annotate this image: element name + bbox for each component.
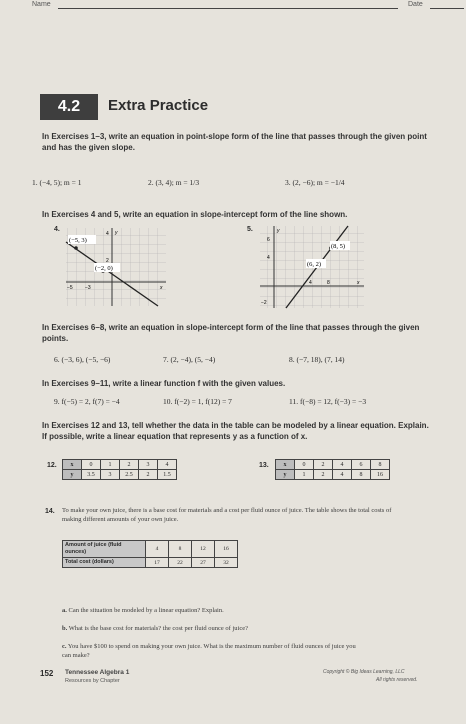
ex5-y-label: y bbox=[277, 228, 280, 234]
ex2 bbox=[148, 178, 199, 187]
ex4-y-label: y bbox=[115, 230, 118, 236]
name-label: Name bbox=[32, 1, 51, 8]
ex12-y-cell: 2 bbox=[139, 470, 158, 480]
ex10 bbox=[163, 397, 232, 406]
ex14-part-b-letter: b. bbox=[62, 625, 68, 632]
ex4-label-a: (−5, 3) bbox=[69, 237, 87, 244]
ex13-y-cell: 4 bbox=[333, 470, 352, 480]
sec1-instruction: In Exercises 1–3, write an equation in point-slope form of the line that passes through the given point and has the given slope. bbox=[42, 132, 427, 152]
ex13-y-head: y bbox=[276, 470, 295, 480]
sec5-instruction: In Exercises 12 and 13, tell whether the data in the table can be modeled by a linear equation. Explain. If possible, write a linear equation that represents y as a function of x. bbox=[42, 421, 429, 441]
ex1-text: (−4, 5); m = 1 bbox=[39, 178, 82, 187]
ex13-y-row bbox=[276, 470, 390, 480]
ex12-y-row bbox=[63, 470, 177, 480]
ex12-y-cell: 3 bbox=[101, 470, 120, 480]
ex13-y-cell: 16 bbox=[371, 470, 390, 480]
date-label: Date bbox=[408, 1, 423, 8]
juice-cost-cell: 27 bbox=[192, 558, 215, 568]
footer-book-title: Tennessee Algebra 1 bbox=[65, 669, 130, 676]
ex12-table bbox=[62, 459, 177, 480]
ex7-text: (2, −4), (5, −4) bbox=[170, 355, 216, 364]
ex11 bbox=[289, 397, 366, 406]
juice-cost-cell: 22 bbox=[169, 558, 192, 568]
ex12-y-head: y bbox=[63, 470, 82, 480]
juice-amount-cell: 12 bbox=[192, 541, 215, 558]
ex14-part-c-text: You have $100 to spend on making your own juice. What is the maximum number of fluid ounces of juice you can make? bbox=[62, 643, 356, 659]
ex13-y-cell: 8 bbox=[352, 470, 371, 480]
ex11-num: 11. bbox=[289, 397, 299, 406]
ex12-y-cell: 1.5 bbox=[158, 470, 177, 480]
ex5-tick-x8: 8 bbox=[327, 280, 330, 286]
ex12-x-cell: 2 bbox=[120, 460, 139, 470]
ex13-table bbox=[275, 459, 390, 480]
ex5-graph bbox=[258, 224, 366, 310]
ex13-x-cell: 0 bbox=[295, 460, 314, 470]
juice-amount-cell: 16 bbox=[215, 541, 238, 558]
ex6-text: (−3, 6), (−5, −6) bbox=[61, 355, 111, 364]
ex5-tick-6: 6 bbox=[267, 237, 270, 243]
ex12-x-cell: 3 bbox=[139, 460, 158, 470]
ex5-tick-neg2: −2 bbox=[261, 300, 267, 306]
ex6 bbox=[54, 355, 110, 364]
lesson-title: Extra Practice bbox=[108, 97, 209, 114]
ex12-x-head: x bbox=[63, 460, 82, 470]
ex12-num: 12. bbox=[47, 462, 57, 469]
ex12-x-cell: 1 bbox=[101, 460, 120, 470]
ex14-num: 14. bbox=[45, 508, 55, 515]
ex13-x-cell: 8 bbox=[371, 460, 390, 470]
ex12-x-row bbox=[63, 460, 177, 470]
ex13-x-cell: 2 bbox=[314, 460, 333, 470]
ex13-y-cell: 2 bbox=[314, 470, 333, 480]
ex8-text: (−7, 18), (7, 14) bbox=[296, 355, 345, 364]
juice-amount-label: Amount of juice (fluid ounces) bbox=[63, 541, 146, 558]
juice-amount-cell: 4 bbox=[146, 541, 169, 558]
ex12-x-cell: 0 bbox=[82, 460, 101, 470]
ex6-num: 6. bbox=[54, 355, 60, 364]
ex2-num: 2. bbox=[148, 178, 154, 187]
footer-subtitle: Resources by Chapter bbox=[65, 678, 120, 684]
sec4-instruction: In Exercises 9–11, write a linear function f with the given values. bbox=[42, 379, 286, 388]
ex12-y-cell: 3.5 bbox=[82, 470, 101, 480]
ex10-num: 10. bbox=[163, 397, 173, 406]
ex13-x-cell: 6 bbox=[352, 460, 371, 470]
ex4-tick-neg5: −5 bbox=[67, 285, 73, 291]
sec2-instruction: In Exercises 4 and 5, write an equation in slope-intercept form of the line shown. bbox=[42, 210, 348, 219]
ex3-text: (2, −6); m = −1/4 bbox=[292, 178, 345, 187]
ex4-point-a bbox=[74, 246, 78, 250]
ex4-tick-4: 4 bbox=[106, 231, 109, 237]
ex14-intro: To make your own juice, there is a base cost for materials and a cost per fluid ounce of juice. The table shows the total costs of making different amounts of your own juice. bbox=[62, 507, 392, 523]
ex9-num: 9. bbox=[54, 397, 60, 406]
ex7-num: 7. bbox=[163, 355, 169, 364]
ex9 bbox=[54, 397, 120, 406]
ex13-y-cell: 1 bbox=[295, 470, 314, 480]
juice-cost-row bbox=[63, 558, 238, 568]
juice-table bbox=[62, 540, 238, 568]
footer-page-number: 152 bbox=[40, 669, 54, 678]
ex13-x-head: x bbox=[276, 460, 295, 470]
ex14-part-c-letter: c. bbox=[62, 643, 67, 650]
ex14-part-a-letter: a. bbox=[62, 607, 67, 614]
footer-rights: All rights reserved. bbox=[376, 677, 418, 683]
name-line bbox=[58, 0, 398, 9]
ex8 bbox=[289, 355, 344, 364]
ex2-text: (3, 4); m = 1/3 bbox=[155, 178, 200, 187]
ex3-num: 3. bbox=[285, 178, 291, 187]
ex13-x-cell: 4 bbox=[333, 460, 352, 470]
ex4-label-b: (−2, 0) bbox=[95, 265, 113, 272]
ex4-tick-neg3: −3 bbox=[85, 285, 91, 291]
ex14-part-a-text: Can the situation be modeled by a linear equation? Explain. bbox=[68, 607, 224, 614]
ex4-x-label: x bbox=[160, 285, 163, 291]
ex14-part-b-text: What is the base cost for materials? the cost per fluid ounce of juice? bbox=[68, 625, 248, 632]
ex7 bbox=[163, 355, 215, 364]
ex1 bbox=[32, 178, 82, 187]
ex5-label-a: (8, 5) bbox=[331, 243, 346, 250]
ex4-num: 4. bbox=[54, 226, 60, 233]
ex9-text: f(−5) = 2, f(7) = −4 bbox=[61, 397, 120, 406]
ex13-num: 13. bbox=[259, 462, 269, 469]
ex12-y-cell: 2.5 bbox=[120, 470, 139, 480]
date-line bbox=[430, 0, 464, 9]
ex12-x-cell: 4 bbox=[158, 460, 177, 470]
juice-cost-cell: 32 bbox=[215, 558, 238, 568]
ex5-tick-4: 4 bbox=[267, 255, 270, 261]
ex4-tick-2: 2 bbox=[106, 258, 109, 264]
footer-copyright: Copyright © Big Ideas Learning, LLC bbox=[323, 669, 405, 675]
ex5-x-label: x bbox=[357, 280, 360, 286]
ex10-text: f(−2) = 1, f(12) = 7 bbox=[174, 397, 232, 406]
ex5-num: 5. bbox=[247, 226, 253, 233]
ex8-num: 8. bbox=[289, 355, 295, 364]
ex3 bbox=[285, 178, 345, 187]
ex4-graph bbox=[58, 226, 168, 308]
ex14-part-c bbox=[62, 642, 362, 660]
juice-amount-cell: 8 bbox=[169, 541, 192, 558]
sec3-instruction: In Exercises 6–8, write an equation in slope-intercept form of the line that passes through the given points. bbox=[42, 323, 420, 343]
lesson-badge: 4.2 bbox=[40, 94, 98, 120]
ex13-x-row bbox=[276, 460, 390, 470]
juice-cost-label: Total cost (dollars) bbox=[63, 558, 146, 568]
ex1-num: 1. bbox=[32, 178, 38, 187]
ex14-part-b bbox=[62, 624, 392, 633]
juice-amount-row bbox=[63, 541, 238, 558]
ex14-part-a bbox=[62, 606, 392, 615]
ex5-label-b: (6, 2) bbox=[307, 261, 322, 268]
juice-cost-cell: 17 bbox=[146, 558, 169, 568]
ex11-text: f(−8) = 12, f(−3) = −3 bbox=[299, 397, 367, 406]
ex5-tick-x4: 4 bbox=[309, 280, 312, 286]
